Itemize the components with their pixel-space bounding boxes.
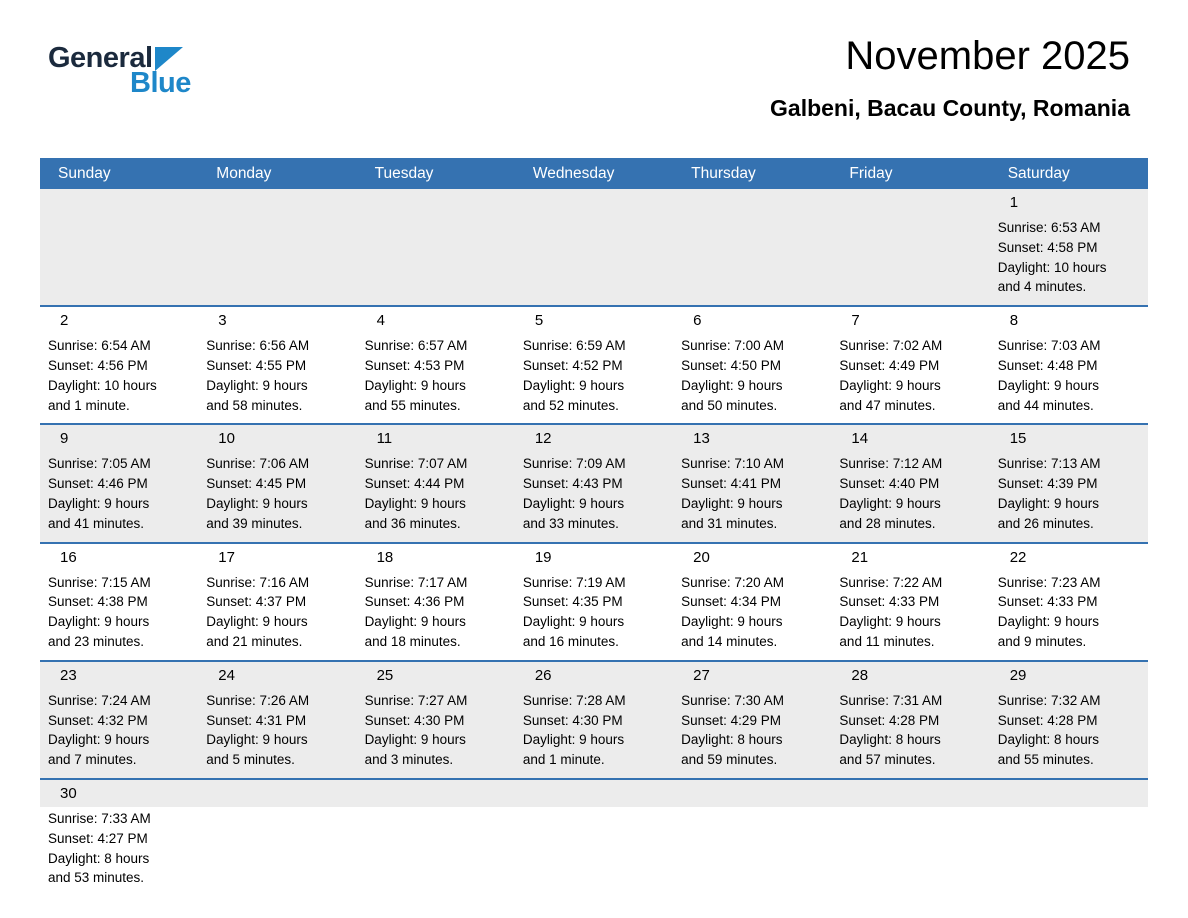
day-info-line: Sunset: 4:30 PM: [364, 712, 465, 728]
day-info-line: and 58 minutes.: [206, 397, 303, 413]
day-cell-3: [198, 307, 356, 423]
day-info-line: Sunset: 4:32 PM: [48, 712, 148, 728]
day-cell-15: [990, 425, 1148, 541]
day-number: 11: [376, 430, 393, 448]
day-info-line: Sunrise: 7:00 AM: [681, 338, 784, 354]
day-info-line: Sunset: 4:28 PM: [997, 712, 1098, 728]
day-cell-17: [198, 544, 356, 660]
day-cell-18: [357, 544, 515, 660]
day-info-line: Daylight: 9 hours: [839, 495, 941, 511]
day-info-line: Sunrise: 7:17 AM: [364, 574, 468, 590]
day-number: 17: [218, 548, 235, 566]
week-row-3: [40, 423, 1148, 541]
day-info-line: Daylight: 9 hours: [364, 495, 466, 511]
day-number: 6: [693, 312, 702, 330]
day-info-line: Daylight: 9 hours: [206, 614, 308, 630]
day-info-line: and 53 minutes.: [48, 870, 145, 886]
day-info-line: Sunrise: 7:06 AM: [206, 456, 310, 472]
day-info-line: Sunrise: 7:31 AM: [839, 692, 943, 708]
day-info-line: and 55 minutes.: [364, 397, 461, 413]
day-info-line: and 28 minutes.: [839, 515, 936, 531]
day-info-line: Sunrise: 7:05 AM: [48, 456, 151, 472]
day-cell-16: [40, 544, 198, 660]
day-info-line: Sunrise: 7:23 AM: [997, 574, 1101, 590]
day-info-line: Sunset: 4:46 PM: [48, 476, 148, 492]
day-info-line: Daylight: 9 hours: [364, 614, 466, 630]
day-number: 14: [851, 430, 869, 448]
day-cell-29: [990, 662, 1148, 778]
day-cell-11: [357, 425, 515, 541]
day-info-line: Sunset: 4:49 PM: [839, 357, 940, 373]
day-cell-4: [357, 307, 515, 423]
title-block: [191, 30, 1130, 122]
day-info-line: and 1 minute.: [48, 397, 130, 413]
day-info-line: Sunrise: 6:57 AM: [364, 338, 468, 354]
day-number: 18: [376, 548, 394, 566]
day-cell-26: [515, 662, 673, 778]
day-info-line: Daylight: 9 hours: [206, 732, 308, 748]
day-info-line: and 33 minutes.: [522, 515, 619, 531]
day-info-line: Sunrise: 7:07 AM: [364, 456, 468, 472]
day-info-line: Daylight: 9 hours: [48, 732, 150, 748]
day-info-line: Sunset: 4:56 PM: [48, 357, 148, 373]
day-info-line: Sunrise: 7:30 AM: [681, 692, 784, 708]
day-info-line: Sunrise: 7:22 AM: [839, 574, 943, 590]
day-info-line: Sunset: 4:48 PM: [997, 357, 1098, 373]
day-cell-7: [831, 307, 989, 423]
day-info-line: Daylight: 9 hours: [681, 495, 783, 511]
day-info-line: Sunset: 4:41 PM: [681, 476, 781, 492]
day-cell-19: [515, 544, 673, 660]
day-info-line: Daylight: 8 hours: [48, 850, 150, 866]
day-info-line: and 14 minutes.: [681, 633, 778, 649]
day-info-line: Sunset: 4:52 PM: [522, 357, 623, 373]
day-cell-1: [990, 189, 1148, 305]
empty-day-cell: [831, 780, 989, 896]
day-info-line: Sunset: 4:29 PM: [681, 712, 781, 728]
day-info-line: Sunset: 4:33 PM: [839, 594, 940, 610]
day-info-line: Daylight: 9 hours: [364, 377, 466, 393]
day-info-line: Daylight: 9 hours: [522, 377, 625, 393]
day-info-line: Sunset: 4:50 PM: [681, 357, 781, 373]
location-subtitle: Galbeni, Bacau County, Romania: [770, 95, 1130, 121]
day-info-line: Sunrise: 6:59 AM: [522, 338, 626, 354]
empty-day-cell: [990, 780, 1148, 896]
day-number: 13: [693, 430, 710, 448]
day-info-line: and 11 minutes.: [839, 633, 935, 649]
day-info-line: and 59 minutes.: [681, 752, 778, 768]
day-info-line: and 1 minute.: [522, 752, 605, 768]
day-info-line: Sunset: 4:38 PM: [48, 594, 148, 610]
day-info-line: and 36 minutes.: [364, 515, 461, 531]
day-info-line: Sunset: 4:53 PM: [364, 357, 465, 373]
day-info-line: Sunset: 4:44 PM: [364, 476, 465, 492]
day-info-line: Daylight: 9 hours: [206, 495, 308, 511]
empty-day-cell: [198, 780, 356, 896]
weekday-header-row: [40, 158, 1148, 189]
day-number: 7: [851, 312, 860, 330]
day-info-line: Daylight: 8 hours: [681, 732, 783, 748]
day-info-line: Sunrise: 6:56 AM: [206, 338, 310, 354]
day-cell-20: [673, 544, 831, 660]
day-info-line: Sunrise: 6:54 AM: [48, 338, 151, 354]
day-info-line: Sunset: 4:30 PM: [522, 712, 623, 728]
day-cell-27: [673, 662, 831, 778]
day-info-line: Daylight: 10 hours: [997, 259, 1107, 275]
weekday-monday: Monday: [216, 164, 272, 182]
day-cell-13: [673, 425, 831, 541]
page-header: [0, 0, 1188, 158]
day-info-line: Daylight: 9 hours: [839, 614, 941, 630]
day-info-line: Sunrise: 7:26 AM: [206, 692, 310, 708]
general-blue-logo: [48, 30, 191, 98]
day-info-line: and 7 minutes.: [48, 752, 137, 768]
day-info-line: Daylight: 9 hours: [997, 377, 1100, 393]
day-info-line: Daylight: 8 hours: [839, 732, 941, 748]
day-cell-22: [990, 544, 1148, 660]
day-info-line: Sunrise: 7:02 AM: [839, 338, 943, 354]
day-info-line: and 4 minutes.: [997, 279, 1087, 295]
empty-day-cell: [673, 780, 831, 896]
day-info-line: Daylight: 9 hours: [48, 495, 150, 511]
week-row-2: [40, 305, 1148, 423]
week-row-5: [40, 660, 1148, 778]
weekday-wednesday: Wednesday: [532, 164, 615, 182]
empty-day-cell: [831, 189, 989, 305]
day-info-line: and 16 minutes.: [522, 633, 619, 649]
calendar: [40, 158, 1148, 896]
day-cell-25: [357, 662, 515, 778]
day-number: 24: [218, 666, 235, 684]
day-info-line: and 44 minutes.: [997, 397, 1094, 413]
month-title: November 2025: [845, 34, 1130, 78]
empty-day-cell: [40, 189, 198, 305]
weekday-tuesday: Tuesday: [374, 164, 434, 182]
day-number: 9: [60, 430, 69, 448]
day-info-line: Sunset: 4:35 PM: [522, 594, 623, 610]
day-info-line: Sunrise: 6:53 AM: [997, 220, 1101, 235]
day-cell-6: [673, 307, 831, 423]
day-info-line: Daylight: 9 hours: [997, 495, 1100, 511]
day-cell-21: [831, 544, 989, 660]
day-info-line: Sunset: 4:45 PM: [206, 476, 307, 492]
day-info-line: Daylight: 9 hours: [681, 614, 783, 630]
day-info-line: Sunset: 4:28 PM: [839, 712, 940, 728]
weekday-thursday: Thursday: [691, 164, 756, 182]
day-info-line: Sunrise: 7:32 AM: [997, 692, 1101, 708]
day-number: 19: [534, 548, 552, 566]
empty-day-cell: [357, 189, 515, 305]
day-info-line: Sunset: 4:36 PM: [364, 594, 465, 610]
day-info-line: Daylight: 9 hours: [364, 732, 466, 748]
empty-day-cell: [673, 189, 831, 305]
day-number: 3: [218, 312, 227, 330]
day-info-line: Sunrise: 7:16 AM: [206, 574, 310, 590]
day-info-line: Sunrise: 7:28 AM: [522, 692, 626, 708]
day-info-line: Daylight: 9 hours: [522, 614, 625, 630]
day-info-line: and 52 minutes.: [522, 397, 619, 413]
day-info-line: Daylight: 10 hours: [48, 377, 157, 393]
day-info-line: Sunrise: 7:24 AM: [48, 692, 151, 708]
day-cell-14: [831, 425, 989, 541]
day-info-line: Sunrise: 7:03 AM: [997, 338, 1101, 354]
day-info-line: Sunset: 4:33 PM: [997, 594, 1098, 610]
day-info-line: Daylight: 9 hours: [839, 377, 941, 393]
weekday-friday: Friday: [849, 164, 893, 182]
day-info-line: and 57 minutes.: [839, 752, 936, 768]
calendar-weeks: [40, 189, 1148, 896]
day-info-line: and 55 minutes.: [997, 752, 1094, 768]
day-info-line: and 18 minutes.: [364, 633, 461, 649]
day-info-line: and 9 minutes.: [997, 633, 1087, 649]
day-cell-10: [198, 425, 356, 541]
day-number: 30: [60, 784, 77, 802]
day-number: 8: [1009, 312, 1019, 330]
day-number: 1: [1009, 194, 1019, 211]
day-cell-9: [40, 425, 198, 541]
week-row-4: [40, 542, 1148, 660]
day-info-line: Daylight: 9 hours: [206, 377, 308, 393]
day-number: 27: [693, 666, 710, 684]
day-number: 23: [60, 666, 77, 684]
day-number: 15: [1009, 430, 1027, 448]
day-number: 5: [534, 312, 544, 330]
empty-day-cell: [357, 780, 515, 896]
day-info-line: Sunrise: 7:12 AM: [839, 456, 943, 472]
day-info-line: Sunrise: 7:33 AM: [48, 810, 151, 826]
empty-day-cell: [515, 780, 673, 896]
day-info-line: Daylight: 9 hours: [522, 495, 625, 511]
day-cell-5: [515, 307, 673, 423]
week-row-6: [40, 778, 1148, 896]
day-info-line: and 50 minutes.: [681, 397, 778, 413]
day-number: 10: [218, 430, 235, 448]
day-info-line: and 31 minutes.: [681, 515, 778, 531]
day-info-line: Sunset: 4:34 PM: [681, 594, 781, 610]
week-row-1: [40, 189, 1148, 305]
day-number: 4: [376, 312, 385, 330]
day-info-line: and 41 minutes.: [48, 515, 145, 531]
day-info-line: Sunset: 4:37 PM: [206, 594, 307, 610]
day-info-line: Sunset: 4:39 PM: [997, 476, 1098, 492]
day-info-line: and 26 minutes.: [997, 515, 1094, 531]
logo-text-blue: Blue: [130, 67, 191, 99]
day-info-line: Sunrise: 7:27 AM: [364, 692, 468, 708]
day-cell-8: [990, 307, 1148, 423]
day-info-line: Sunset: 4:27 PM: [48, 830, 148, 846]
day-info-line: Sunset: 4:55 PM: [206, 357, 307, 373]
weekday-sunday: Sunday: [58, 164, 111, 182]
day-info-line: Sunset: 4:40 PM: [839, 476, 940, 492]
day-number: 22: [1009, 548, 1027, 566]
day-number: 21: [851, 548, 869, 566]
day-number: 29: [1009, 666, 1027, 684]
day-info-line: and 39 minutes.: [206, 515, 303, 531]
day-info-line: Sunrise: 7:19 AM: [522, 574, 626, 590]
day-number: 20: [693, 548, 710, 566]
day-info-line: Sunrise: 7:20 AM: [681, 574, 784, 590]
day-info-line: and 3 minutes.: [364, 752, 454, 768]
day-info-line: Sunrise: 7:15 AM: [48, 574, 151, 590]
day-info-line: Sunset: 4:58 PM: [997, 239, 1098, 255]
day-cell-23: [40, 662, 198, 778]
day-number: 25: [376, 666, 394, 684]
day-info-line: Daylight: 8 hours: [997, 732, 1100, 748]
day-number: 26: [534, 666, 552, 684]
day-info-line: Sunrise: 7:13 AM: [997, 456, 1101, 472]
day-cell-24: [198, 662, 356, 778]
day-cell-2: [40, 307, 198, 423]
day-info-line: and 47 minutes.: [839, 397, 936, 413]
day-info-line: and 5 minutes.: [206, 752, 295, 768]
weekday-saturday: Saturday: [1007, 164, 1070, 182]
day-info-line: Sunset: 4:43 PM: [522, 476, 623, 492]
day-number: 12: [534, 430, 552, 448]
day-cell-30: [40, 780, 198, 896]
day-info-line: and 21 minutes.: [206, 633, 303, 649]
day-info-line: Daylight: 9 hours: [997, 614, 1100, 630]
day-info-line: Daylight: 9 hours: [48, 614, 150, 630]
day-info-line: Daylight: 9 hours: [681, 377, 783, 393]
day-cell-28: [831, 662, 989, 778]
day-info-line: and 23 minutes.: [48, 633, 145, 649]
day-info-line: Daylight: 9 hours: [522, 732, 625, 748]
day-info-line: Sunrise: 7:10 AM: [681, 456, 784, 472]
day-number: 16: [60, 548, 77, 566]
day-info-line: Sunset: 4:31 PM: [206, 712, 307, 728]
day-info-line: Sunrise: 7:09 AM: [522, 456, 626, 472]
day-number: 28: [851, 666, 869, 684]
day-number: 2: [60, 312, 69, 330]
logo-text-general: General: [48, 42, 153, 74]
empty-day-cell: [515, 189, 673, 305]
empty-day-cell: [198, 189, 356, 305]
day-cell-12: [515, 425, 673, 541]
